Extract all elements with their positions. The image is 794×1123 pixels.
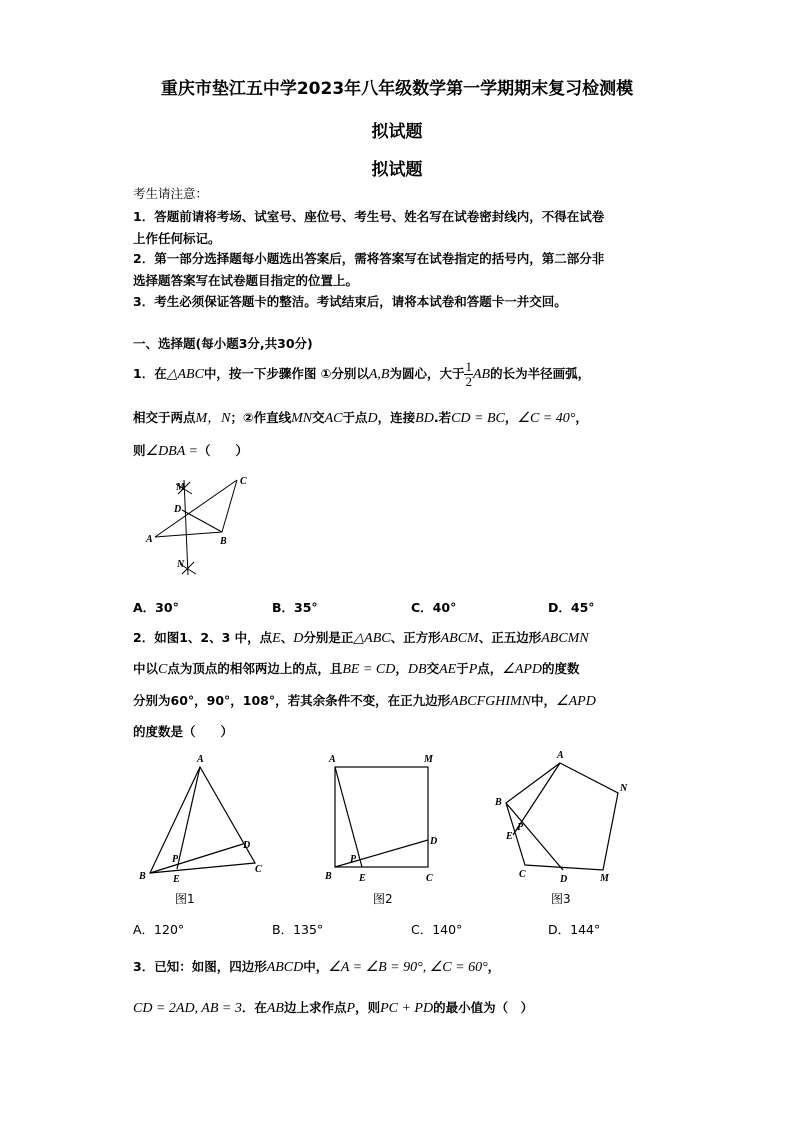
q2-line-2: 中以C点为顶点的相邻两边上的点，且BE = CD，DB交AE于P点，∠APD的度数: [133, 661, 580, 677]
svg-text:B: B: [325, 871, 332, 882]
svg-text:A: A: [329, 754, 336, 765]
q2-line-3: 分别为60°，90°，108°，若其余条件不变，在正九边形ABCFGHIMN中，∠APD: [133, 693, 596, 709]
q2-line-1: 2．如图1、2、3 中，点E、D分别是正△ABC、正方形ABCM、正五边形ABCMN: [133, 630, 589, 646]
label-D: D: [174, 504, 182, 515]
q1-figure: [140, 470, 260, 585]
figure-2-caption: 图2: [373, 892, 393, 906]
svg-text:E: E: [359, 873, 366, 884]
svg-text:A: A: [557, 750, 564, 761]
svg-text:M: M: [600, 873, 609, 884]
q2-line-4: 的度数是（ ）: [133, 724, 234, 739]
q1-option-b[interactable]: B．35°: [272, 600, 318, 615]
svg-text:D: D: [560, 874, 568, 885]
notice-item: 2．第一部分选择题每小题选出答案后，需将答案写在试卷指定的括号内，第二部分非: [133, 251, 605, 266]
q1-option-c[interactable]: C．40°: [411, 600, 457, 615]
label-C: C: [240, 476, 247, 487]
title-line-2: 拟试题: [371, 122, 423, 142]
svg-text:B: B: [139, 871, 146, 882]
notice-item: 上作任何标记。: [133, 231, 221, 246]
title-line-1: 重庆市垫江五中学2023年八年级数学第一学期期末复习检测模: [160, 79, 634, 99]
title-line-3: 拟试题: [371, 160, 423, 180]
svg-text:C: C: [255, 864, 262, 875]
q3-line-1: 3．已知：如图，四边形ABCD中，∠A = ∠B = 90°, ∠C = 60°，: [133, 959, 501, 975]
svg-text:P: P: [517, 822, 524, 833]
q3-line-2: CD = 2AD, AB = 3．在AB边上求作点P，则PC + PD的最小值为（ ）: [133, 1000, 534, 1016]
label-M: M: [176, 482, 185, 493]
q1-option-d[interactable]: D．45°: [548, 600, 595, 615]
section-heading: 一、选择题(每小题3分,共30分): [133, 336, 313, 351]
q2-option-d[interactable]: D．144°: [548, 922, 601, 937]
svg-text:N: N: [620, 783, 628, 794]
svg-text:B: B: [495, 797, 502, 808]
notice-item: 选择题答案写在试卷题目指定的位置上。: [133, 273, 359, 288]
q2-figures: [130, 745, 650, 890]
figure-1-caption: 图1: [175, 892, 195, 906]
notice-item: 1．答题前请将考场、试室号、座位号、考生号、姓名写在试卷密封线内，不得在试卷: [133, 209, 605, 224]
svg-text:C: C: [519, 869, 526, 880]
label-B: B: [220, 536, 227, 547]
svg-text:E: E: [173, 874, 180, 885]
svg-text:D: D: [243, 840, 251, 851]
q1-line-3: 则∠DBA =（ ）: [133, 443, 248, 459]
q1-option-a[interactable]: A．30°: [133, 600, 179, 615]
svg-text:D: D: [430, 836, 438, 847]
svg-text:A: A: [197, 754, 204, 765]
q2-option-c[interactable]: C．140°: [411, 922, 463, 937]
svg-text:E: E: [506, 831, 513, 842]
q1-line-1: 1．在△ABC中，按一下步骤作图 ①分别以A,B为圆心，大于 $\frac{1}{2}$ AB的长为半径画弧，: [133, 359, 591, 389]
svg-text:M: M: [424, 754, 433, 765]
q2-option-a[interactable]: A．120°: [133, 922, 185, 937]
q2-option-b[interactable]: B．135°: [272, 922, 324, 937]
notice-heading: 考生请注意：: [133, 186, 209, 201]
figure-3-caption: 图3: [551, 892, 571, 906]
notice-item: 3．考生必须保证答题卡的整洁。考试结束后，请将本试卷和答题卡一并交回。: [133, 294, 567, 309]
q1-line-2: 相交于两点M，N；②作直线MN交AC于点D，连接BD.若CD = BC，∠C = 40°，: [133, 410, 588, 426]
label-A: A: [146, 534, 153, 545]
svg-text:P: P: [350, 854, 357, 865]
svg-text:P: P: [172, 854, 179, 865]
label-N: N: [177, 559, 185, 570]
svg-text:C: C: [426, 873, 433, 884]
